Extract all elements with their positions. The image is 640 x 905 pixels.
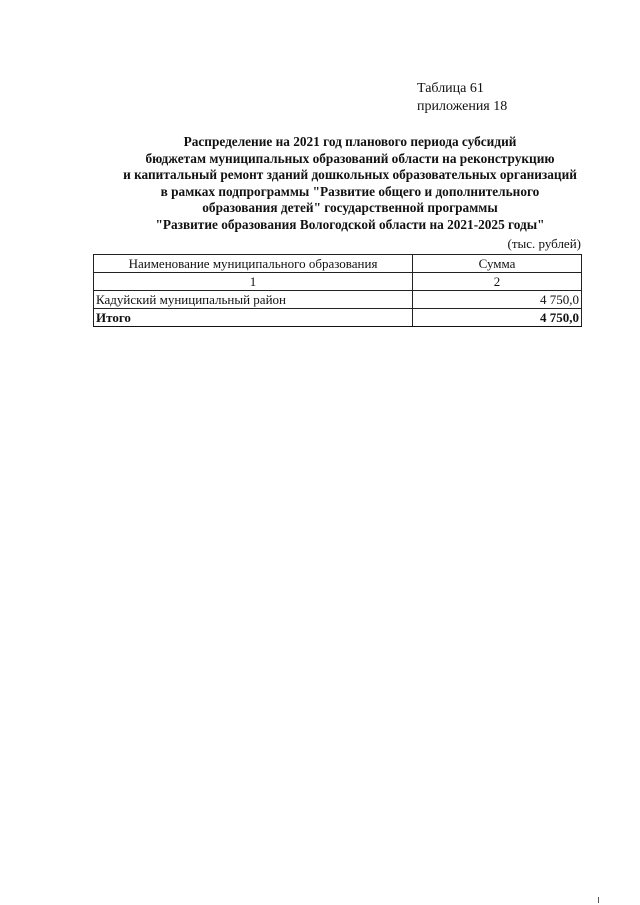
title-line-5: образования детей" государственной программы	[202, 200, 498, 216]
column-number-2: 2	[413, 273, 582, 291]
header-municipality: Наименование муниципального образования	[94, 255, 413, 273]
table-row	[94, 291, 582, 309]
total-row	[94, 309, 582, 327]
title-line-2: бюджетам муниципальных образований области на реконструкцию	[145, 150, 555, 166]
document-title	[80, 134, 620, 234]
total-label-cell: Итого	[94, 309, 413, 327]
column-number-1: 1	[94, 273, 413, 291]
subsidy-table	[93, 254, 582, 327]
table-number-label: Таблица 61	[417, 81, 484, 96]
column-number-row	[94, 273, 582, 291]
title-line-3: и капитальный ремонт зданий дошкольных образовательных организаций	[123, 167, 577, 183]
title-line-4: в рамках подпрограммы "Развитие общего и дополнительного	[160, 183, 540, 199]
total-amount-cell: 4 750,0	[413, 309, 582, 327]
amount-cell: 4 750,0	[413, 291, 582, 309]
title-line-6: "Развитие образования Вологодской области на 2021-2025 годы"	[155, 216, 545, 232]
header-amount: Сумма	[413, 255, 582, 273]
scan-mark	[598, 897, 599, 903]
annex-reference	[417, 80, 507, 116]
unit-note: (тыс. рублей)	[507, 236, 581, 251]
annex-number-label: приложения 18	[417, 99, 508, 114]
title-line-1: Распределение на 2021 год планового периода субсидий	[183, 134, 517, 149]
municipality-name-cell: Кадуйский муниципальный район	[94, 291, 413, 309]
table-body	[94, 273, 582, 327]
table-header-row	[94, 255, 582, 273]
